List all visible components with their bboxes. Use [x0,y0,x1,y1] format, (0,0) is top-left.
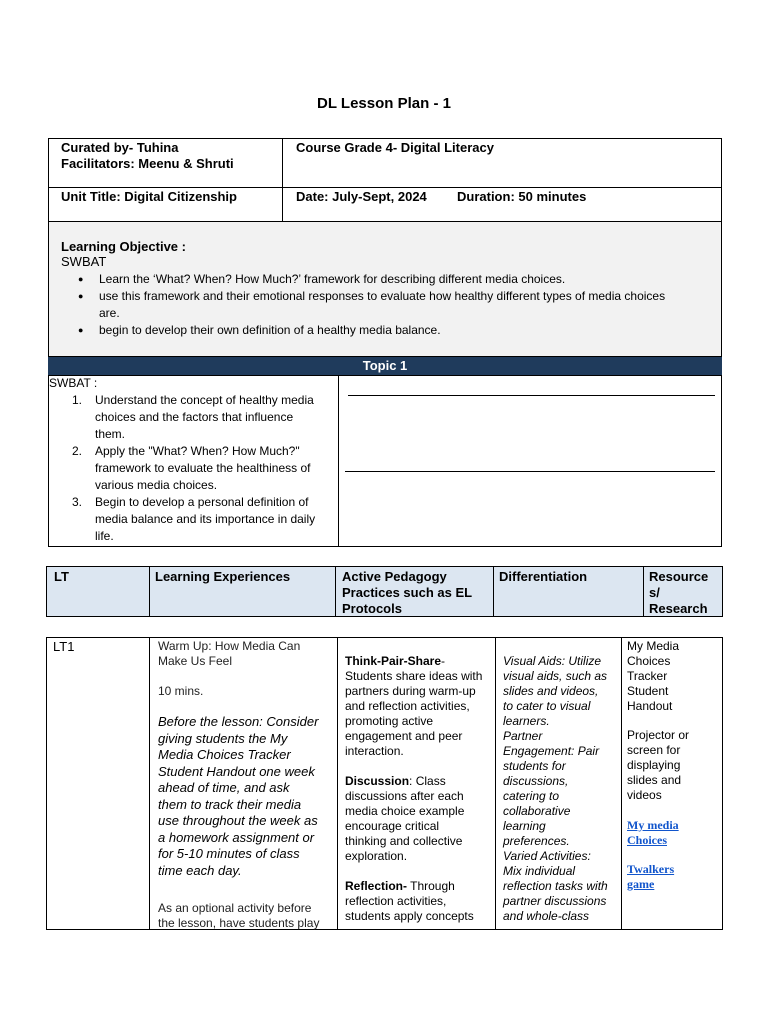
col-learning-experiences: Learning Experiences [155,569,291,584]
unit-title: Unit Title: Digital Citizenship [61,189,237,204]
header-table [48,138,722,222]
optional-activity: As an optional activity before the lesson, have students play [158,901,320,930]
course: Course Grade 4- Digital Literacy [296,140,494,155]
topic-item: 3. Begin to develop a personal definition of media balance and its importance in daily life. [72,495,316,543]
objective-swbat: SWBAT [61,254,107,269]
reflection-title: Reflection- [345,879,408,893]
objective-bullet-cont: are. [99,306,120,320]
lt-header-row [46,566,723,617]
topic-bar: Topic 1 [48,357,722,375]
curated-by: Curated by- Tuhina [61,140,179,155]
objective-heading: Learning Objective : [61,239,186,254]
before-lesson-note: Before the lesson: Consider giving students the My Media Choices Tracker Student Handout one week ahead of time, and ask them to track their media use throughout the week as a homework assignment or for 5-10 minutes of class time each day. [158,714,319,878]
resources-projector: Projector or screen for displaying slides and videos [627,728,690,802]
warmup-title: Warm Up: How Media Can Make Us Feel [158,639,301,668]
col-active-pedagogy: Active Pedagogy Practices such as EL Protocols [342,569,473,616]
learning-objective [48,222,722,357]
my-media-choices-link[interactable]: My media Choices [627,818,679,847]
objective-bullet: ● use this framework and their emotional responses to evaluate how healthy different types of media choices [99,288,749,305]
lt1-row [46,637,723,930]
objective-bullet: ● Learn the ‘What? When? How Much?’ framework for describing different media choices. [99,271,749,288]
lt1-label: LT1 [53,639,75,654]
think-pair-share-title: Think-Pair-Share [345,654,442,668]
warmup-time: 10 mins. [158,684,204,698]
differentiation-text: Visual Aids: Utilize visual aids, such as slides and videos, to cater to visual learners. Partner Engagement: Pair students for discussions, catering to collaborative learning preferences. Varied Activities: Mix individual reflection tasks with partner discussions and whole-class [503,654,608,923]
duration: Duration: 50 minutes [457,189,587,204]
resources-text: My Media Choices Tracker Student Handout [627,639,680,713]
col-lt: LT [54,569,69,584]
blank-line [348,395,715,396]
blank-line [345,471,715,472]
pedagogy-text: Think-Pair-Share- Students share ideas with partners during warm-up and reflection activities, promoting active engagement and peer interaction. Discussion: Class discussions after each media choice example encourage critical thinking and collective exploration. Reflection- Through reflection activities, students apply concepts [345,654,483,923]
twalkers-game-link[interactable]: Twalkers game [627,862,675,891]
discussion-title: Discussion [345,774,410,788]
page-title: DL Lesson Plan - 1 [317,95,451,112]
topic-body [48,375,722,547]
facilitators: Facilitators: Meenu & Shruti [61,156,234,171]
col-resources: Resource s/ Research [649,569,709,616]
topic-item: 2. Apply the "What? When? How Much?" framework to evaluate the healthiness of various media choices. [72,444,311,492]
col-differentiation: Differentiation [499,569,588,584]
objective-bullet: ● begin to develop their own definition of a healthy media balance. [99,322,749,339]
topic-swbat: SWBAT : [49,376,98,390]
topic-item: 1. Understand the concept of healthy media choices and the factors that influence them. [72,393,314,441]
date: Date: July-Sept, 2024 [296,189,427,204]
